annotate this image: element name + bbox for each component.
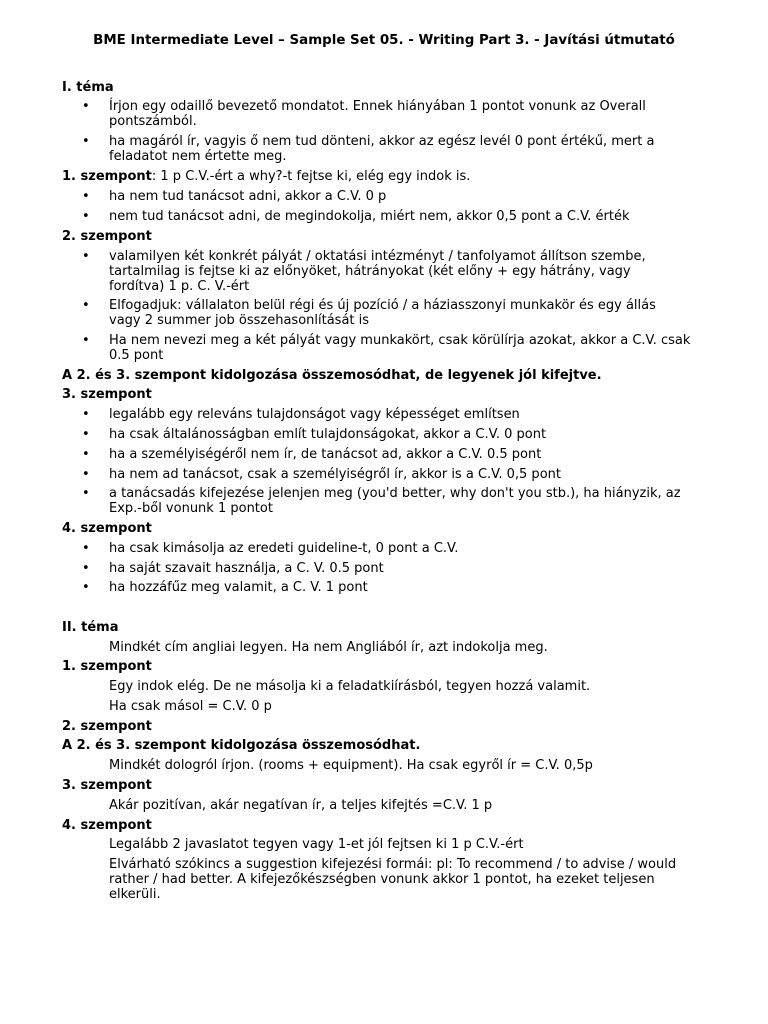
t2-criterion-4-text: Legalább 2 javaslatot tegyen vagy 1-et jól fejtsen ki 1 p C.V.-ért xyxy=(109,837,524,852)
list-item-text: ha a személyiségéről nem ír, de tanácsot ad, akkor a C.V. 0.5 pont xyxy=(109,447,542,462)
list-item-text: valamilyen két konkrét pályát / oktatási intézményt / tanfolyamot állítson szembe, tartalmilag is fejtse ki az előnyöket, hátrányokat (két előny + egy hátrány, vagy fordítva) 1 p. C. V.-ért xyxy=(109,249,646,294)
list-item-text: ha nem ad tanácsot, csak a személyiségről ír, akkor is a C.V. 0,5 pont xyxy=(109,467,561,482)
t2-criterion-3-label: 3. szempont xyxy=(62,778,152,793)
t2-criterion-1-text: Ha csak másol = C.V. 0 p xyxy=(109,699,272,714)
t2-criterion-4-label: 4. szempont xyxy=(62,818,152,833)
section-2-intro: Mindkét cím angliai legyen. Ha nem Angliából ír, azt indokolja meg. xyxy=(109,640,548,655)
list-item-text: Írjon egy odaillő bevezető mondatot. Ennek hiányában 1 pontot vonunk az Overall pontszámból. xyxy=(109,99,646,129)
criterion-1-label: 1. szempont xyxy=(62,169,152,184)
list-item-text: nem tud tanácsot adni, de megindokolja, miért nem, akkor 0,5 pont a C.V. érték xyxy=(109,209,630,224)
section-1-heading: I. téma xyxy=(62,80,114,95)
criterion-1-text: : 1 p C.V.-ért a why?-t fejtse ki, elég egy indok is. xyxy=(151,169,471,184)
t2-merge-text: Mindkét dologról írjon. (rooms + equipment). Ha csak egyről ír = C.V. 0,5p xyxy=(109,758,593,773)
criterion-1-line xyxy=(62,169,470,184)
t2-criterion-3-text: Akár pozitívan, akár negatívan ír, a teljes kifejtés =C.V. 1 p xyxy=(109,798,493,813)
list-item-text: ha magáról ír, vagyis ő nem tud dönteni, akkor az egész levél 0 pont értékű, mert a feladatot nem értette meg. xyxy=(109,134,655,164)
merge-note: A 2. és 3. szempont kidolgozása összemosódhat, de legyenek jól kifejtve. xyxy=(62,368,602,383)
t2-merge-note: A 2. és 3. szempont kidolgozása összemosódhat. xyxy=(62,738,421,753)
t2-criterion-1-text: Egy indok elég. De ne másolja ki a feladatkiírásból, tegyen hozzá valamit. xyxy=(109,679,591,694)
t2-criterion-1-label: 1. szempont xyxy=(62,659,152,674)
document-title: BME Intermediate Level – Sample Set 05. - Writing Part 3. - Javítási útmutató xyxy=(93,33,675,48)
list-item-text: ha csak kimásolja az eredeti guideline-t, 0 pont a C.V. xyxy=(109,541,459,556)
t2-criterion-2-label: 2. szempont xyxy=(62,719,152,734)
criterion-3-label: 3. szempont xyxy=(62,387,152,402)
list-item-text: ha saját szavait használja, a C. V. 0.5 pont xyxy=(109,561,384,576)
list-item-text: legalább egy releváns tulajdonságot vagy képességet említsen xyxy=(109,407,520,422)
criterion-4-label: 4. szempont xyxy=(62,521,152,536)
list-item-text: ha nem tud tanácsot adni, akkor a C.V. 0 p xyxy=(109,189,387,204)
list-item-text: a tanácsadás kifejezése jelenjen meg (you'd better, why don't you stb.), ha hiányzik, az Exp.-ből vonunk 1 pontot xyxy=(109,486,681,516)
list-item-text: ha hozzáfűz meg valamit, a C. V. 1 pont xyxy=(109,580,368,595)
list-item-text: ha csak általánosságban említ tulajdonságokat, akkor a C.V. 0 pont xyxy=(109,427,547,442)
criterion-2-label: 2. szempont xyxy=(62,229,152,244)
list-item-text: Elfogadjuk: vállalaton belül régi és új pozíció / a háziasszonyi munkakör és egy állás vagy 2 summer job összehasonlítását is xyxy=(109,298,656,328)
t2-criterion-4-text: Elvárható szókincs a suggestion kifejezési formái: pl: To recommend / to advise / would rather / had better. A kifejezőkészségben vonunk akkor 1 pontot, ha ezeket teljesen elkerüli. xyxy=(109,857,677,902)
section-2-heading: II. téma xyxy=(62,620,119,635)
list-item-text: Ha nem nevezi meg a két pályát vagy munkakört, csak körülírja azokat, akkor a C.V. csak 0.5 pont xyxy=(109,333,691,363)
